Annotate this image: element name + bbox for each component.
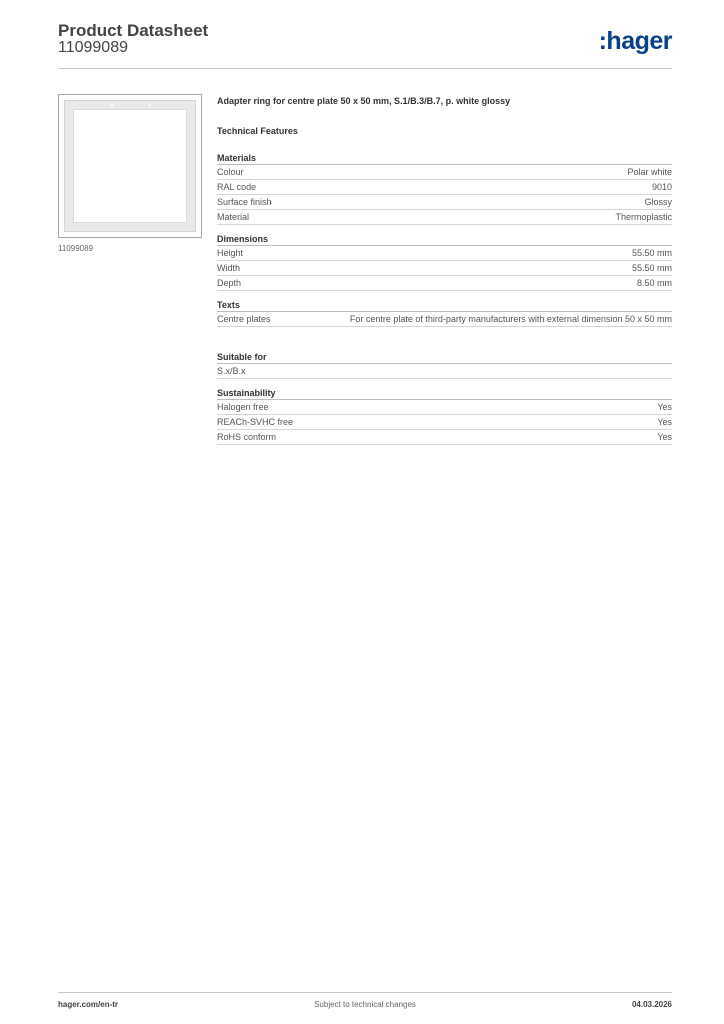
product-description: Adapter ring for centre plate 50 x 50 mm, S.1/B.3/B.7, p. white glossy (217, 96, 511, 106)
texts-section (217, 299, 672, 327)
row-value: Yes (657, 432, 672, 442)
row-value: Yes (657, 417, 672, 427)
table-row (217, 165, 672, 180)
row-label: Halogen free (217, 402, 269, 412)
product-image (58, 94, 202, 238)
row-value: Thermoplastic (615, 212, 672, 222)
row-value: For centre plate of third-party manufacturers with external dimension 50 x 50 mm (349, 314, 672, 324)
page-header (58, 21, 672, 69)
dimensions-section (217, 233, 672, 291)
table-row (217, 180, 672, 195)
row-label: REACh-SVHC free (217, 417, 294, 427)
table-row (217, 312, 672, 327)
row-value: Polar white (627, 167, 672, 177)
table-row (217, 195, 672, 210)
footer-date: 04.03.2026 (631, 1000, 672, 1009)
suitable-for-section (217, 351, 672, 379)
section-title: Texts (217, 299, 672, 312)
row-value: Yes (657, 402, 672, 412)
materials-section (217, 152, 672, 225)
table-row (217, 246, 672, 261)
sustainability-section (217, 387, 672, 445)
document-title: Product Datasheet (58, 21, 209, 40)
hager-logo: :hager (598, 27, 672, 55)
table-row (217, 430, 672, 445)
technical-features-title: Technical Features (217, 126, 298, 136)
row-label: Height (217, 248, 244, 258)
row-label: Depth (217, 278, 242, 288)
footer-website: hager.com/en-tr (58, 1000, 119, 1009)
section-title: Dimensions (217, 233, 672, 246)
document-number: 11099089 (58, 39, 128, 56)
row-label: RAL code (217, 182, 257, 192)
table-row (217, 210, 672, 225)
row-value: 55.50 mm (631, 263, 672, 273)
table-row (217, 415, 672, 430)
section-title: Materials (217, 152, 672, 165)
table-row (217, 276, 672, 291)
row-label: Centre plates (217, 314, 271, 324)
row-label: Surface finish (217, 197, 272, 207)
row-label: RoHS conform (217, 432, 277, 442)
row-value: 8.50 mm (636, 278, 672, 288)
image-caption: 11099089 (58, 244, 93, 253)
row-label: S.x/B.x (217, 366, 246, 376)
product-content (217, 96, 672, 453)
table-row (217, 400, 672, 415)
row-label: Width (217, 263, 241, 273)
row-label: Material (217, 212, 250, 222)
adapter-ring-picture (64, 100, 196, 232)
row-value: 9010 (651, 182, 672, 192)
ring-opening (73, 109, 187, 223)
table-row (217, 364, 672, 379)
footer-note: Subject to technical changes (314, 1000, 416, 1009)
section-title: Sustainability (217, 387, 672, 400)
page-footer (58, 992, 672, 1012)
section-title: Suitable for (217, 351, 672, 364)
table-row (217, 261, 672, 276)
row-value: 55.50 mm (631, 248, 672, 258)
row-label: Colour (217, 167, 244, 177)
row-value: Glossy (644, 197, 672, 207)
